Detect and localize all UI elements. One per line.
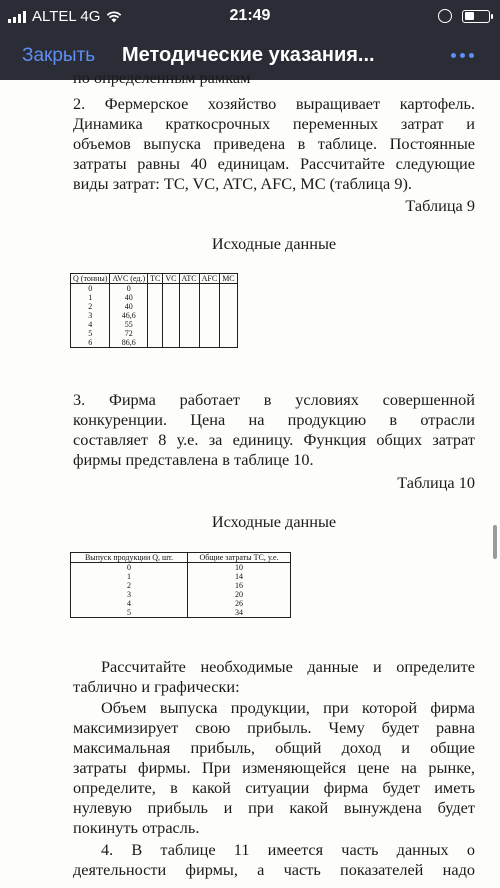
table-row [71,302,238,311]
orientation-lock-icon [438,9,452,23]
t9-avc: 55 [110,320,148,329]
table9-caption: Таблица 9 [405,196,475,215]
t10-tc: 20 [188,590,291,599]
p4-line-1: Рассчитайте необходимые данные и определите [101,657,475,676]
p5-line-4: затраты фирмы. При изменяющейся цене на рынке, [73,758,475,777]
t9-avc: 46,6 [110,311,148,320]
t9-q: 1 [71,293,110,302]
t10-header: Выпуск продукции Q, шт. [71,553,188,563]
p2-line-3: объемов выпуска приведена в таблице. Постоянные [73,134,475,153]
table10-title: Исходные данные [211,512,337,531]
t9-header: Q (тонны) [71,274,110,284]
t10-tc: 26 [188,599,291,608]
p5-line-3: максимальная прибыль, общий доход и общие [73,738,475,757]
table-row [71,581,291,590]
scrollbar[interactable] [493,525,497,559]
p3-line-3: составляет 8 у.е. за единицу. Функция общих затрат [73,430,475,449]
t9-q: 0 [71,284,110,294]
t9-avc: 40 [110,293,148,302]
t9-avc: 40 [110,302,148,311]
table-9 [70,273,238,348]
t10-q: 0 [71,563,188,573]
table-row [71,320,238,329]
table-10 [70,552,291,618]
t9-q: 4 [71,320,110,329]
p4-line-2: таблично и графически: [73,677,240,696]
t10-tc: 14 [188,572,291,581]
table-row [71,590,291,599]
t9-header: AFC [199,274,220,284]
p2-line-2: Динамика краткосрочных переменных затрат и [73,114,475,133]
table10-caption: Таблица 10 [397,473,475,492]
p5-line-6: нулевую прибыль и при какой вынуждена будет [73,798,475,817]
table-row [71,338,238,348]
table-row [71,572,291,581]
p2-line-1: 2. Фермерское хозяйство выращивает картофель. [73,94,475,113]
table-row [71,284,238,294]
p5-line-5: определите, в какой ситуации фирма будет иметь [73,778,475,797]
clock: 21:49 [229,7,271,24]
t10-tc: 10 [188,563,291,573]
table-row [71,563,291,573]
status-bar [0,0,500,34]
t9-q: 2 [71,302,110,311]
p2-line-4: затраты равны 40 единицам. Рассчитайте следующие [73,154,475,173]
close-button[interactable]: Закрыть [22,45,96,66]
t9-q: 5 [71,329,110,338]
p3-line-1: 3. Фирма работает в условиях совершенной [73,390,475,409]
t10-q: 1 [71,572,188,581]
cut-line: по определенным рамкам [73,68,251,87]
t9-header: AVC (ед.) [110,274,148,284]
p3-line-4: фирмы представлена в таблице 10. [73,450,314,469]
t10-header: Общие затраты TC, у.е. [188,553,291,563]
t10-q: 2 [71,581,188,590]
t10-tc: 34 [188,608,291,618]
table-row [71,608,291,618]
t9-q: 3 [71,311,110,320]
t10-q: 4 [71,599,188,608]
table9-title: Исходные данные [211,234,337,253]
t9-avc: 72 [110,329,148,338]
p6-line-1: 4. В таблице 11 имеется часть данных о [101,840,475,859]
t9-header: MC [220,274,237,284]
t10-q: 3 [71,590,188,599]
table-row [71,329,238,338]
document-view[interactable] [0,68,500,888]
table-row [71,311,238,320]
t9-header: TC [148,274,163,284]
t9-header: ATC [179,274,199,284]
battery-icon [462,10,490,23]
t10-q: 5 [71,608,188,618]
carrier-label: ALTEL 4G [32,8,101,25]
document-title: Методические указания... [122,44,375,66]
p3-line-2: конкуренции. Цена на продукцию в отрасли [73,410,475,429]
ellipsis-icon[interactable] [451,53,474,58]
t9-q: 6 [71,338,110,348]
t10-tc: 16 [188,581,291,590]
t9-header: VC [163,274,179,284]
table-row [71,293,238,302]
p6-line-2: деятельности фирмы, а часть показателей надо [73,860,475,879]
p5-line-1: Объем выпуска продукции, при которой фирма [101,698,475,717]
p2-line-5: виды затрат: TC, VC, ATC, AFC, MC (таблица 9). [73,174,412,193]
t9-avc: 0 [110,284,148,294]
p5-line-2: максимизирует свою прибыль. Чему будет равна [73,718,475,737]
table-row [71,599,291,608]
p5-line-7: покинуть отрасль. [73,818,200,837]
t9-avc: 86,6 [110,338,148,348]
